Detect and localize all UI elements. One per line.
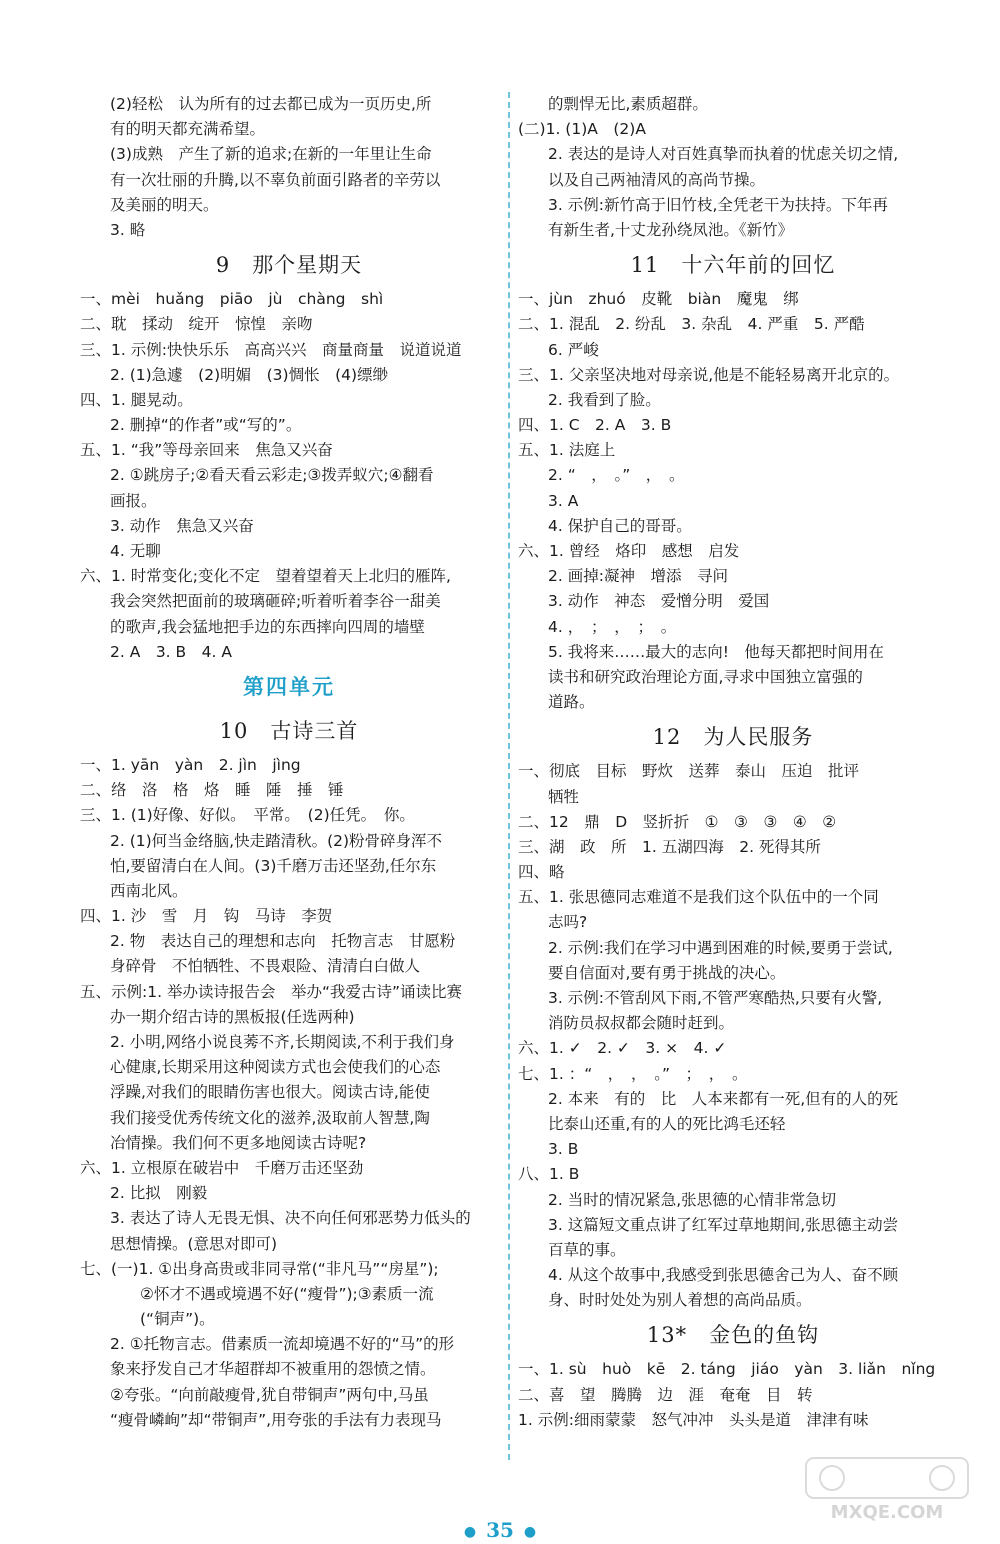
- answer-line: 一、jùn zhuó 皮靴 biàn 魔鬼 绑: [518, 290, 799, 309]
- answer-line: 2. ①托物言志。借素质一流却境遇不好的“马”的形: [110, 1335, 455, 1354]
- answer-line: 有新生者,十丈龙孙绕凤池。《新竹》: [548, 220, 794, 239]
- answer-line: 志吗?: [548, 913, 588, 932]
- answer-line: 2. 小明,网络小说良莠不齐,长期阅读,不利于我们身: [110, 1033, 455, 1051]
- section-number: 11: [630, 253, 660, 278]
- unit-heading: 第四单元: [243, 674, 335, 699]
- answer-line: 4. ， ； ， ； 。: [548, 617, 677, 636]
- answer-line: (“铜声”)。: [140, 1310, 215, 1329]
- answer-line: 思想情操。(意思对即可): [110, 1234, 278, 1253]
- section-title-text: 金色的鱼钩: [709, 1323, 820, 1348]
- section-title-text: 十六年前的回忆: [681, 253, 836, 278]
- answer-line: 2. 当时的情况紧急,张思德的心情非常急切: [548, 1190, 837, 1209]
- answer-line: 及美丽的明天。: [110, 195, 219, 214]
- section-title: [80, 709, 498, 753]
- answer-line: 六、1. ✓ 2. ✓ 3. × 4. ✓: [518, 1039, 727, 1058]
- answer-line: 道路。: [548, 693, 595, 712]
- section-number: 13*: [646, 1323, 688, 1348]
- answer-line: 五、1. 法庭上: [518, 441, 616, 460]
- answer-line: 浮躁,对我们的眼睛伤害也很大。阅读古诗,能使: [110, 1083, 430, 1102]
- answer-line: 七、1. ：“ ， ， 。” ； ， 。: [518, 1064, 748, 1083]
- watermark-text: MXQE.COM: [830, 1502, 944, 1523]
- answer-line: 有一次壮丽的升腾,以不辜负前面引路者的辛劳以: [110, 170, 441, 189]
- answer-line: 3. 示例:新竹高于旧竹枝,全凭老干为扶持。下年再: [548, 195, 888, 214]
- answer-line: 西南北风。: [110, 881, 188, 900]
- answer-line: 的歌声,我会猛地把手边的东西摔向四周的墙壁: [110, 617, 425, 636]
- answer-line: (3)成熟 产生了新的追求;在新的一年里让生命: [110, 145, 432, 164]
- answer-line: ②夸张。“向前敲瘦骨,犹自带铜声”两句中,马虽: [110, 1385, 429, 1404]
- answer-line: 5. 我将来……最大的志向! 他每天都把时间用在: [548, 642, 884, 661]
- answer-line: 三、1. (1)好像、好似。 平常。 (2)任凭。 你。: [80, 806, 415, 825]
- answer-line: (2)轻松 认为所有的过去都已成为一页历史,所: [110, 95, 432, 113]
- answer-line: 4. 无聊: [110, 542, 161, 560]
- answer-line: 2. 画掉:凝神 增添 寻问: [548, 567, 728, 586]
- answer-line: 2. 物 表达自己的理想和志向 托物言志 甘愿粉: [110, 932, 456, 951]
- answer-line: 读书和研究政治理论方面,寻求中国独立富强的: [548, 667, 863, 686]
- answer-line: 身碎骨 不怕牺牲、不畏艰险、清清白白做人: [110, 957, 421, 976]
- answer-line: 4. 从这个故事中,我感受到张思德舍己为人、奋不顾: [548, 1266, 899, 1285]
- watermark-logo: [802, 1454, 972, 1524]
- answer-line: 六、1. 时常变化;变化不定 望着望着天上北归的雁阵,: [80, 567, 451, 586]
- answer-line: 有的明天都充满希望。: [110, 120, 266, 139]
- answer-line: (二)1. (1)A (2)A: [518, 120, 646, 139]
- answer-line: 2. 删掉“的作者”或“写的”。: [110, 416, 302, 435]
- page-number-dot-right: ●: [523, 1523, 537, 1540]
- answer-line: 一、1. sù huò kē 2. táng jiáo yàn 3. liǎn nǐng: [518, 1360, 936, 1379]
- answer-line: 2. 示例:我们在学习中遇到困难的时候,要勇于尝试,: [548, 938, 893, 957]
- answer-line: 1. 示例:细雨蒙蒙 怒气冲冲 头头是道 津津有味: [518, 1410, 869, 1429]
- answer-line: 二、1. 混乱 2. 纷乱 3. 杂乱 4. 严重 5. 严酷: [518, 315, 865, 334]
- section-title: [80, 243, 498, 287]
- answer-line: 三、1. 示例:快快乐乐 高高兴兴 商量商量 说道说道: [80, 340, 462, 359]
- section-number: 9: [215, 253, 231, 278]
- answer-line: 二、喜 望 腾腾 边 涯 奄奄 目 转: [518, 1385, 813, 1404]
- answer-line: 我会突然把面前的玻璃砸碎;听着听着李谷一甜美: [110, 592, 441, 611]
- answer-line: 六、1. 曾经 烙印 感想 启发: [518, 542, 740, 560]
- answer-line: 牺牲: [548, 787, 580, 806]
- section-title-text: 为人民服务: [703, 725, 814, 750]
- answer-line: 2. A 3. B 4. A: [110, 642, 232, 661]
- answer-line: 五、示例:1. 举办读诗报告会 举办“我爱古诗”诵读比赛: [80, 982, 462, 1001]
- answer-line: 3. B: [548, 1140, 579, 1159]
- answer-line: 我们接受优秀传统文化的滋养,汲取前人智慧,陶: [110, 1108, 430, 1127]
- answer-line: 四、略: [518, 863, 565, 882]
- answer-line: 2. (1)急遽 (2)明媚 (3)惆怅 (4)缥缈: [110, 365, 389, 384]
- section-title: [518, 1313, 948, 1357]
- answer-line: “瘦骨嶙峋”却“带铜声”,用夸张的手法有力表现马: [110, 1410, 442, 1429]
- section-number: 10: [219, 718, 249, 743]
- answer-line: 身、时时处处为别人着想的高尚品质。: [548, 1291, 812, 1310]
- answer-line: ②怀才不遇或境遇不好(“瘦骨”);③素质一流: [140, 1284, 434, 1303]
- answer-line: 百草的事。: [548, 1240, 626, 1259]
- answer-line: 2. 比拟 刚毅: [110, 1184, 208, 1203]
- answer-line: 消防员叔叔都会随时赶到。: [548, 1014, 735, 1033]
- answer-line: 一、mèi huǎng piāo jù chàng shì: [80, 290, 384, 309]
- answer-line: 怕,要留清白在人间。(3)千磨万击还坚劲,任尔东: [110, 856, 437, 875]
- answer-line: 2. 表达的是诗人对百姓真挚而执着的忧虑关切之情,: [548, 145, 899, 164]
- answer-line: 画报。: [110, 491, 157, 510]
- answer-line: 象来抒发自己才华超群却不被重用的怨愤之情。: [110, 1360, 436, 1379]
- answer-line: 3. 略: [110, 220, 146, 239]
- answer-line: 3. 动作 神态 爱憎分明 爱国: [548, 592, 770, 611]
- answer-line: 3. 表达了诗人无畏无惧、决不向任何邪恶势力低头的: [110, 1209, 471, 1228]
- answer-line: 2. 我看到了脸。: [548, 390, 661, 409]
- answer-line: 二、12 鼎 D 竖折折 ① ③ ③ ④ ②: [518, 812, 837, 831]
- answer-line: 要自信面对,要有勇于挑战的决心。: [548, 963, 786, 982]
- answer-line: 3. 示例:不管刮风下雨,不管严寒酷热,只要有火警,: [548, 989, 883, 1007]
- column-divider: [508, 92, 510, 1460]
- answer-line: 6. 严峻: [548, 340, 599, 359]
- answer-line: 冶情操。我们何不更多地阅读古诗呢?: [110, 1133, 367, 1152]
- section-title: [518, 715, 948, 759]
- answer-line: 三、湖 政 所 1. 五湖四海 2. 死得其所: [518, 837, 821, 856]
- answer-line: 4. 保护自己的哥哥。: [548, 516, 692, 535]
- answer-line: 二、络 洛 格 烙 睡 陲 捶 锤: [80, 781, 344, 800]
- answer-line: 心健康,长期采用这种阅读方式也会使我们的心态: [110, 1058, 441, 1077]
- answer-line: 的剽悍无比,素质超群。: [548, 95, 708, 113]
- page-number-dot-left: ●: [463, 1523, 477, 1540]
- section-number: 12: [652, 725, 682, 750]
- answer-line: 以及自己两袖清风的高尚节操。: [548, 170, 766, 189]
- answer-line: 二、耽 揉动 绽开 惊惶 亲吻: [80, 315, 313, 334]
- answer-line: 五、1. 张思德同志难道不是我们这个队伍中的一个同: [518, 888, 879, 907]
- answer-line: 3. 这篇短文重点讲了红军过草地期间,张思德主动尝: [548, 1215, 899, 1234]
- answer-line: 八、1. B: [518, 1165, 580, 1184]
- answer-line: 七、(一)1. ①出身高贵或非同寻常(“非凡马”“房星”);: [80, 1259, 439, 1278]
- answer-line: 一、彻底 目标 野炊 送葬 泰山 压迫 批评: [518, 762, 860, 781]
- answer-line: 比泰山还重,有的人的死比鸿毛还轻: [548, 1114, 786, 1133]
- answer-line: 一、1. yān yàn 2. jìn jìng: [80, 755, 301, 774]
- answer-line: 四、1. 腿晃动。: [80, 390, 193, 409]
- left-column: [80, 92, 498, 1433]
- answer-line: 六、1. 立根原在破岩中 千磨万击还坚劲: [80, 1158, 364, 1177]
- answer-line: 2. “ ， 。” ， 。: [548, 466, 685, 485]
- right-column: [518, 92, 948, 1433]
- answer-line: 3. 动作 焦急又兴奋: [110, 516, 254, 535]
- answer-line: 2. 本来 有的 比 人本来都有一死,但有的人的死: [548, 1089, 899, 1108]
- answer-line: 办一期介绍古诗的黑板报(任选两种): [110, 1007, 355, 1026]
- section-title-text: 古诗三首: [270, 718, 359, 743]
- answer-line: 2. ①跳房子;②看天看云彩走;③拨弄蚁穴;④翻看: [110, 466, 434, 485]
- answer-line: 四、1. 沙 雪 月 钩 马诗 李贺: [80, 907, 333, 926]
- answer-line: 三、1. 父亲坚决地对母亲说,他是不能轻易离开北京的。: [518, 365, 900, 384]
- page-number-value: 35: [486, 1518, 514, 1542]
- answer-line: 四、1. C 2. A 3. B: [518, 416, 672, 435]
- answer-line: 2. (1)何当金络脑,快走踏清秋。(2)粉骨碎身浑不: [110, 831, 443, 850]
- answer-line: 3. A: [548, 491, 579, 510]
- section-title: [518, 243, 948, 287]
- section-title-text: 那个星期天: [252, 253, 363, 278]
- answer-line: 五、1. “我”等母亲回来 焦急又兴奋: [80, 441, 333, 460]
